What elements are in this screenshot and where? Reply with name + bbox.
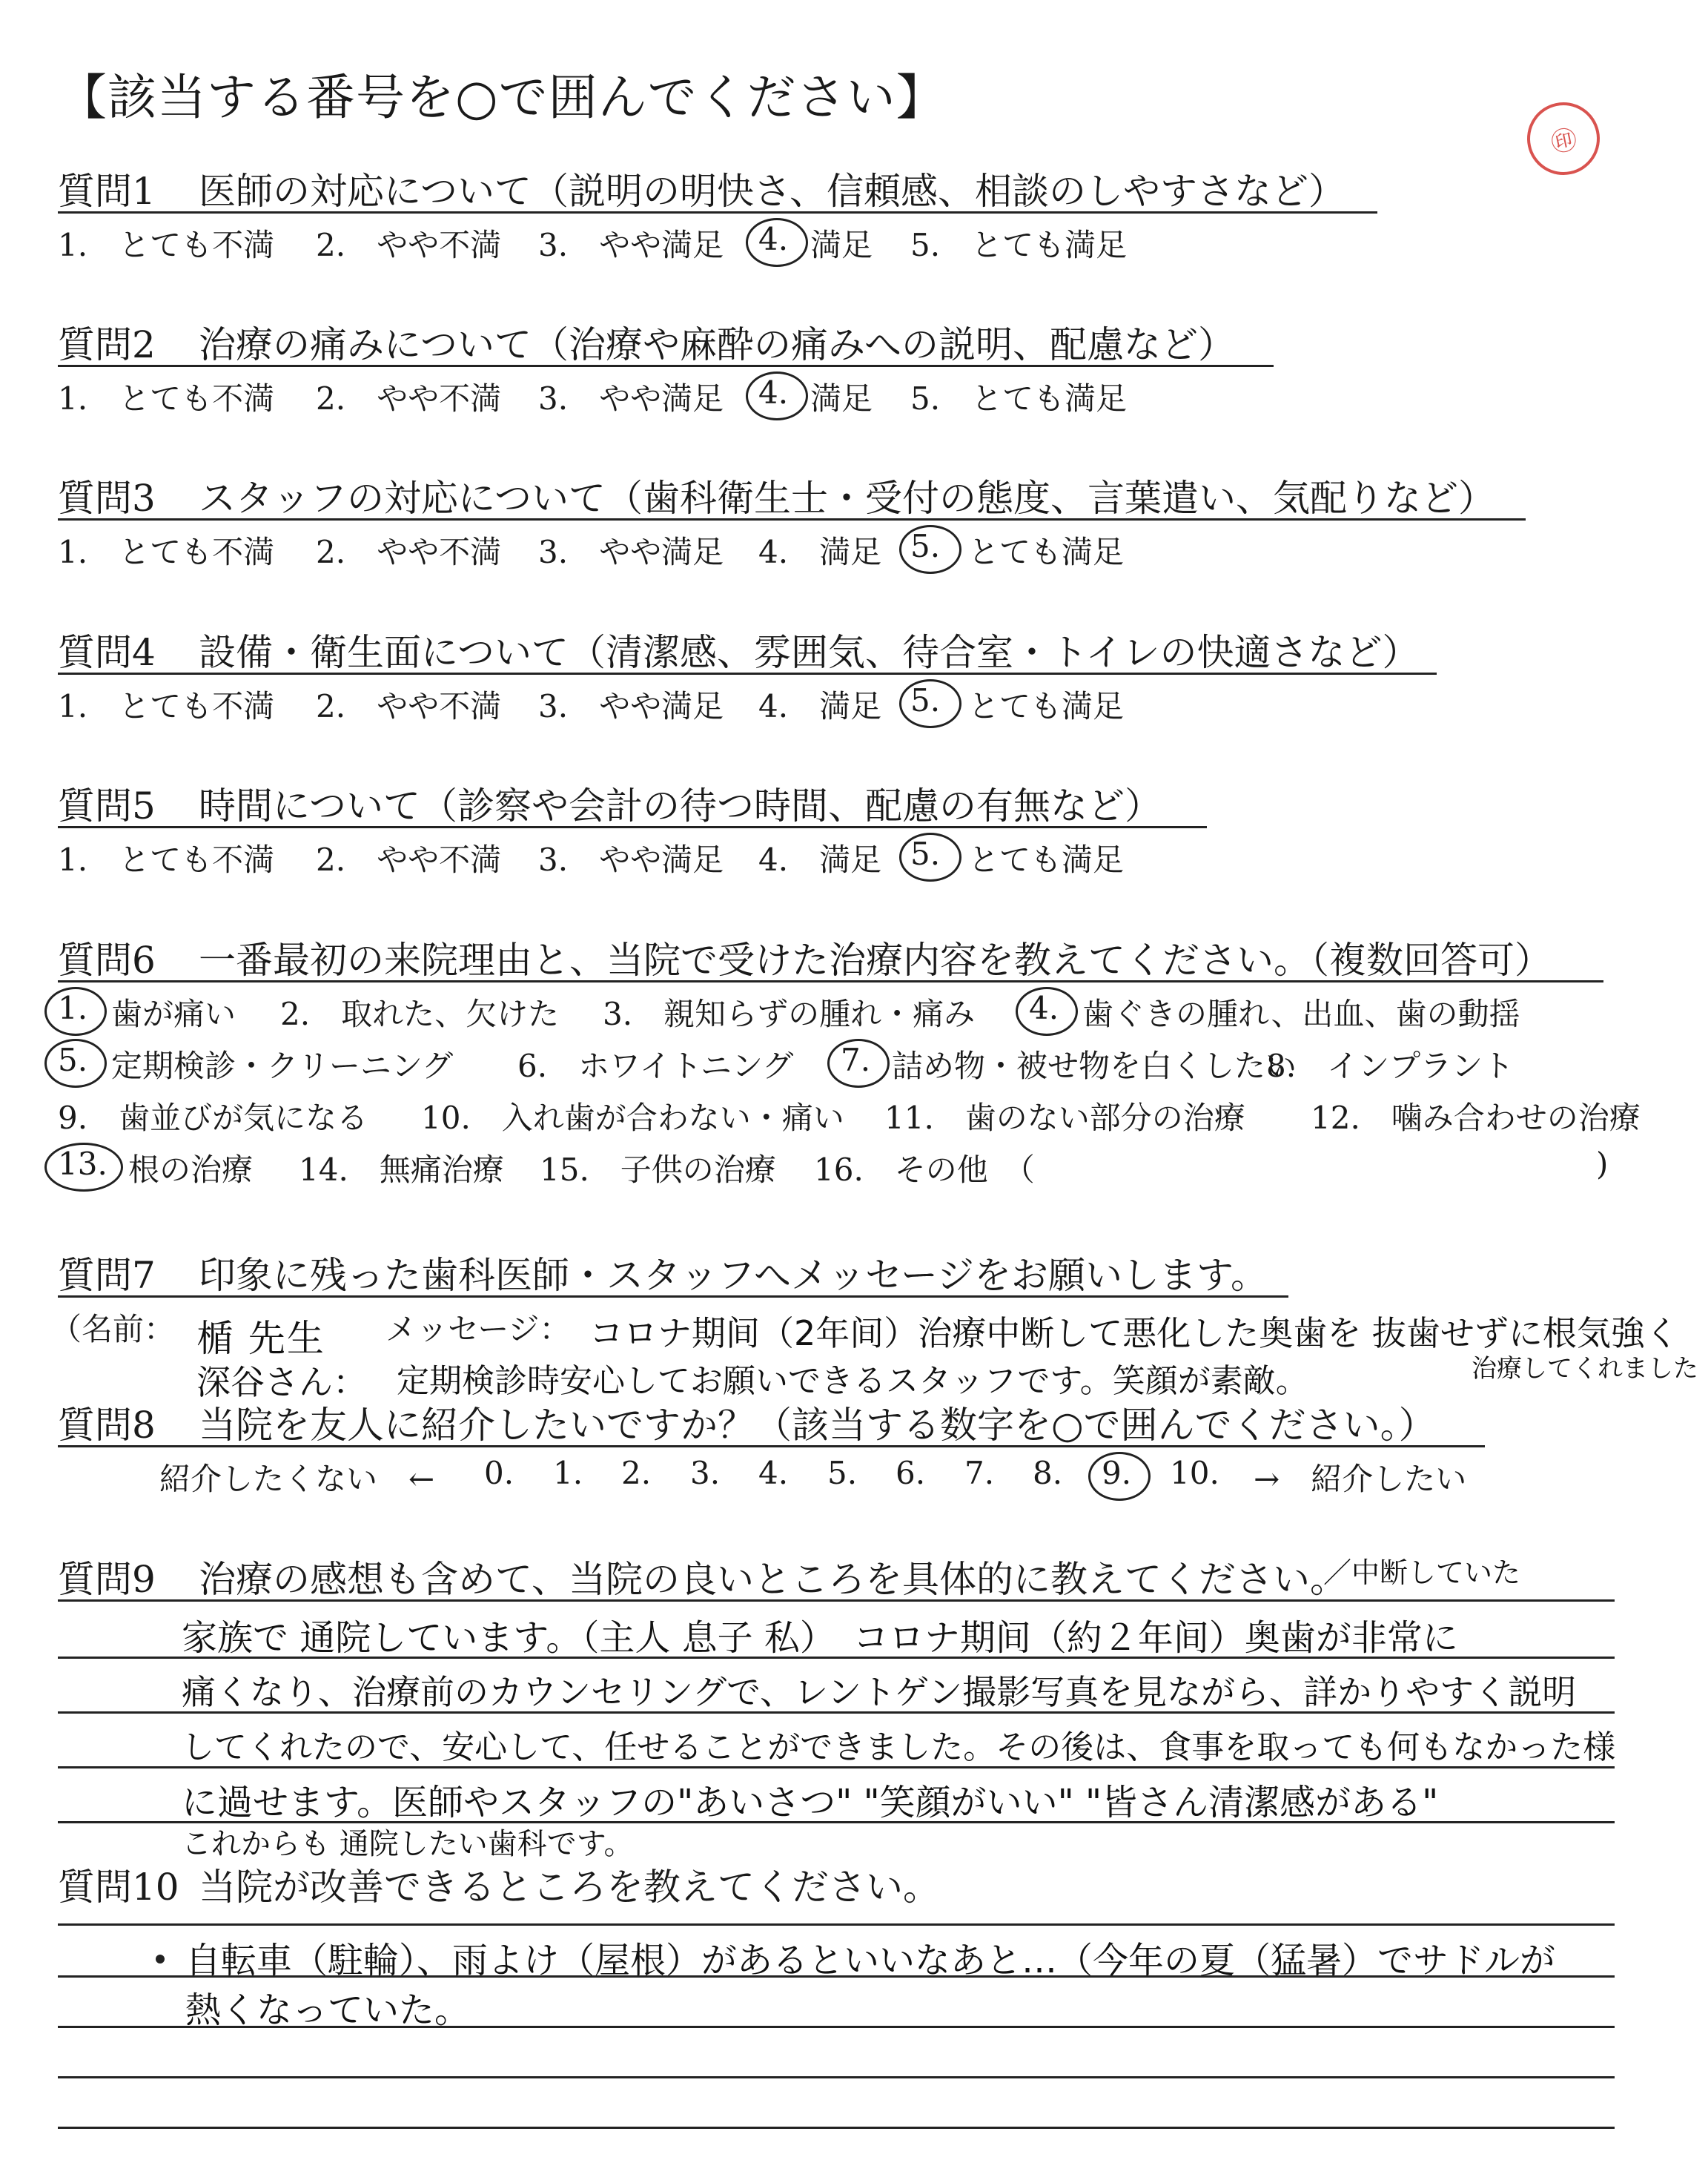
handwritten-line-2: 熱くなっていた。: [185, 1989, 471, 2031]
option-4[interactable]: 4. 満足: [758, 534, 882, 570]
option-3[interactable]: 3. やや満足: [538, 534, 724, 570]
option-2[interactable]: 2. やや不満: [316, 534, 502, 570]
scale-0[interactable]: 0.: [484, 1455, 514, 1491]
scale-2[interactable]: 2.: [621, 1455, 652, 1491]
option-3[interactable]: 3. やや満足: [538, 380, 724, 417]
option-2[interactable]: 2. やや不満: [316, 227, 502, 263]
option-1[interactable]: 1. とても不満: [58, 380, 275, 417]
question-underline: [58, 1445, 1485, 1447]
option-13-label: 根の治療: [128, 1152, 254, 1188]
option-5-label: とても満足: [968, 534, 1125, 570]
option-5-selected[interactable]: 5.: [910, 682, 941, 719]
option-6[interactable]: 6. ホワイトニング: [517, 1048, 794, 1084]
option-3[interactable]: 3. 親知らずの腫れ・痛み: [603, 996, 976, 1032]
option-16[interactable]: 16. その他 （: [814, 1152, 1035, 1188]
option-4-label: 満足: [810, 380, 873, 417]
question-number: 質問3: [58, 477, 156, 520]
selection-circle: [899, 833, 961, 882]
option-2[interactable]: 2. 取れた、欠けた: [280, 996, 560, 1032]
question-underline: [58, 211, 1377, 214]
question-8-heading: [58, 1396, 1436, 1449]
handwritten-line-3: してくれたので、安心して、任せることができました。その後は、食事を取っても何もなかった様: [182, 1728, 1616, 1766]
question-6-heading: [58, 931, 1552, 984]
question-text: 医師の対応について（説明の明快さ、信頼感、相談のしやすさなど）: [199, 170, 1345, 213]
option-2[interactable]: 2. やや不満: [316, 380, 502, 417]
question-9-heading: [58, 1550, 1347, 1603]
answer-line: [58, 1657, 1615, 1659]
option-1-label: 歯が痛い: [111, 996, 236, 1032]
option-4-label: 歯ぐきの腫れ、出血、歯の動揺: [1082, 996, 1520, 1032]
selection-circle: [899, 525, 961, 574]
selection-circle: [746, 371, 808, 420]
option-5-label: とても満足: [968, 842, 1125, 878]
question-2-heading: [58, 315, 1235, 369]
message-label: メッセージ：: [385, 1311, 571, 1347]
scale-8[interactable]: 8.: [1033, 1455, 1063, 1491]
question-number: 質問2: [58, 323, 156, 366]
option-11[interactable]: 11. 歯のない部分の治療: [884, 1100, 1245, 1136]
answer-line: [58, 2127, 1615, 2129]
question-text: 印象に残った歯科医師・スタッフへメッセージをお願いします。: [199, 1254, 1268, 1297]
option-5[interactable]: 5. とても満足: [910, 227, 1128, 263]
question-number: 質問8: [58, 1404, 156, 1447]
option-2[interactable]: 2. やや不満: [316, 842, 502, 878]
seal-stamp: ㊞: [1520, 96, 1606, 182]
scale-9-selected[interactable]: 9.: [1102, 1455, 1132, 1491]
option-10[interactable]: 10. 入れ歯が合わない・痛い: [421, 1100, 844, 1136]
option-15[interactable]: 15. 子供の治療: [540, 1152, 776, 1188]
option-3[interactable]: 3. やや満足: [538, 688, 724, 724]
question-underline: [58, 365, 1274, 367]
scale-4[interactable]: 4.: [758, 1455, 789, 1491]
question-text: 当院を友人に紹介したいですか？（該当する数字を○で囲んでください。）: [199, 1404, 1436, 1447]
option-5-selected[interactable]: 5.: [910, 836, 941, 872]
option-2[interactable]: 2. やや不満: [316, 688, 502, 724]
option-8[interactable]: 8. インプラント: [1266, 1048, 1515, 1084]
option-3[interactable]: 3. やや満足: [538, 842, 724, 878]
question-text: 設備・衛生面について（清潔感、雰囲気、待合室・トイレの快適さなど）: [199, 631, 1420, 674]
answer-line: [58, 1766, 1615, 1768]
question-underline: [58, 1295, 1288, 1298]
scale-right-label: → 紹介したい: [1254, 1461, 1467, 1497]
scale-7[interactable]: 7.: [964, 1455, 995, 1491]
question-text: スタッフの対応について（歯科衛生士・受付の態度、言葉遣い、気配りなど）: [199, 477, 1495, 520]
selection-circle: [899, 679, 961, 728]
question-4-heading: [58, 623, 1420, 676]
question-underline: [58, 518, 1526, 521]
question-6-row-2: [58, 1042, 1615, 1086]
page-title: 【該当する番号を○で囲んでください】: [58, 69, 946, 126]
answer-line: [58, 2026, 1615, 2028]
option-4-selected[interactable]: 4.: [758, 221, 789, 257]
answer-line: [58, 1599, 1615, 1602]
scale-6[interactable]: 6.: [896, 1455, 926, 1491]
scale-5[interactable]: 5.: [827, 1455, 858, 1491]
option-4[interactable]: 4. 満足: [758, 688, 882, 724]
question-1-options: [58, 221, 1244, 265]
handwritten-message-1: コロナ期间（2年间）治療中断して悪化した奥歯を 抜歯せずに根気強く: [589, 1313, 1679, 1353]
question-3-options: [58, 528, 1244, 572]
question-underline: [58, 826, 1207, 828]
option-1[interactable]: 1. とても不満: [58, 688, 275, 724]
handwritten-name-2: 深谷さん：: [196, 1362, 367, 1402]
question-text: 時間について（診察や会計の待つ時間、配慮の有無など）: [199, 785, 1162, 828]
question-text: 治療の痛みについて（治療や麻酔の痛みへの説明、配慮など）: [199, 323, 1235, 366]
answer-line: [58, 1923, 1615, 1926]
question-number: 質問7: [58, 1254, 156, 1297]
question-number: 質問10: [58, 1866, 179, 1909]
handwritten-message-1-continued: 治療してくれました: [1472, 1354, 1698, 1384]
question-text: 一番最初の来院理由と、当院で受けた治療内容を教えてください。（複数回答可）: [199, 939, 1552, 982]
handwritten-line-2: 痛くなり、治療前のカウンセリングで、レントゲン撮影写真を見ながら、詳かりやすく説明: [182, 1672, 1577, 1712]
question-number: 質問5: [58, 785, 156, 828]
question-5-heading: [58, 776, 1162, 830]
scale-left-label: 紹介したくない ←: [159, 1461, 435, 1497]
option-5-selected[interactable]: 5.: [910, 528, 941, 564]
option-13-selected[interactable]: 13.: [58, 1146, 107, 1182]
handwritten-line-5: これからも 通院したい歯科です。: [182, 1827, 634, 1861]
question-number: 質問1: [58, 170, 156, 213]
question-7-heading: [58, 1246, 1268, 1299]
scale-3[interactable]: 3.: [690, 1455, 721, 1491]
question-1-heading: [58, 162, 1345, 215]
question-3-heading: [58, 469, 1495, 522]
question-number: 質問9: [58, 1558, 156, 1601]
option-5-selected[interactable]: 5.: [58, 1042, 88, 1078]
question-number: 質問6: [58, 939, 156, 982]
question-underline: [58, 980, 1603, 982]
recommend-scale: [58, 1455, 1615, 1499]
option-5-label: 定期検診・クリーニング: [111, 1048, 454, 1084]
question-4-options: [58, 682, 1244, 727]
option-1[interactable]: 1. とても不満: [58, 227, 275, 263]
question-underline: [58, 673, 1437, 675]
handwritten-message-2: 定期検診時安心してお願いできるスタッフです。笑顔が素敵。: [397, 1362, 1308, 1400]
option-4-label: 満足: [810, 227, 873, 263]
question-text: 当院が改善できるところを教えてください。: [199, 1866, 940, 1909]
option-14[interactable]: 14. 無痛治療: [299, 1152, 504, 1188]
selection-circle: [746, 218, 808, 267]
question-6-row-1: [58, 990, 1615, 1034]
option-1[interactable]: 1. とても不満: [58, 534, 275, 570]
option-7-selected[interactable]: 7.: [841, 1042, 871, 1078]
other-close-paren: ): [1596, 1146, 1609, 1182]
name-label: （名前：: [50, 1311, 176, 1347]
handwritten-line-1: 自転車（駐輪）、雨よけ（屋根）があるといいなあと…（今年の夏（猛暑）でサドルが: [185, 1940, 1556, 1981]
option-9[interactable]: 9. 歯並びが気になる: [58, 1100, 368, 1136]
question-6-row-4: [58, 1146, 1615, 1190]
option-4-selected[interactable]: 4.: [1029, 990, 1059, 1026]
option-4[interactable]: 4. 満足: [758, 842, 882, 878]
question-2-options: [58, 374, 1244, 419]
scale-10[interactable]: 10.: [1170, 1455, 1219, 1491]
handwritten-name-1: 楯 先生: [196, 1317, 325, 1360]
question-number: 質問4: [58, 631, 156, 674]
question-10-heading: [58, 1857, 940, 1911]
answer-line: [58, 1711, 1615, 1714]
option-3[interactable]: 3. やや満足: [538, 227, 724, 263]
question-5-options: [58, 836, 1244, 880]
question-6-row-3: [58, 1094, 1641, 1138]
option-12[interactable]: 12. 噛み合わせの治療: [1311, 1100, 1641, 1136]
scale-1[interactable]: 1.: [553, 1455, 583, 1491]
option-5-label: とても満足: [968, 688, 1125, 724]
option-7-label: 詰め物・被せ物を白くしたい: [892, 1048, 1297, 1084]
bullet-dot: [156, 1955, 165, 1964]
handwritten-line-4: に過せます。医師やスタッフの"あいさつ" "笑顔がいい" "皆さん清潔感がある": [182, 1782, 1439, 1823]
option-5[interactable]: 5. とても満足: [910, 380, 1128, 417]
answer-line: [58, 2076, 1615, 2078]
option-1[interactable]: 1. とても不満: [58, 842, 275, 878]
handwritten-note: ／中断していた: [1323, 1556, 1521, 1589]
question-text: 治療の感想も含めて、当院の良いところを具体的に教えてください。: [199, 1558, 1347, 1601]
option-1-selected[interactable]: 1.: [58, 990, 88, 1026]
option-4-selected[interactable]: 4.: [758, 374, 789, 411]
handwritten-line-1: 家族で 通院しています。（主人 息子 私） コロナ期间（約２年间）奥歯が非常に: [182, 1617, 1458, 1659]
answer-line: [58, 1975, 1615, 1978]
